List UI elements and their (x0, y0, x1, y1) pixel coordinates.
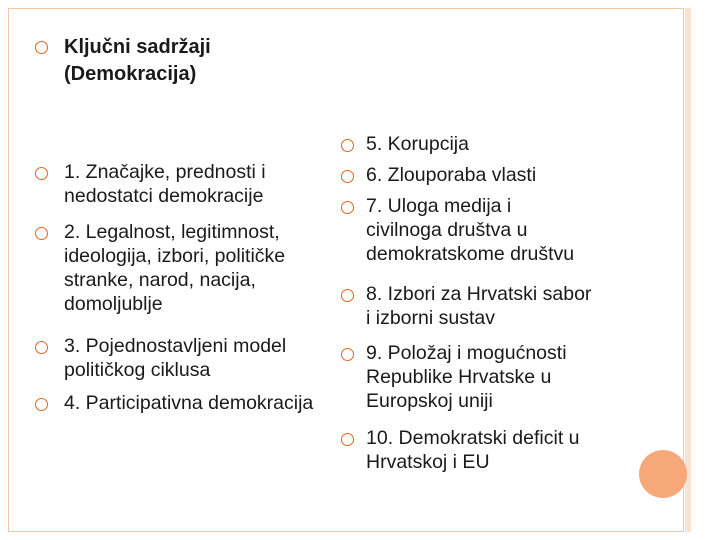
title-bullet-icon (35, 41, 48, 54)
item-line: civilnoga društva u (366, 219, 528, 241)
decorative-side-bar (685, 8, 691, 532)
bullet-icon (35, 398, 48, 411)
item-line: 9. Položaj i mogućnosti (366, 342, 567, 364)
right-list-item-8 (366, 282, 591, 330)
item-line: 7. Uloga medija i (366, 195, 512, 217)
item-line: 8. Izbori za Hrvatski sabor (366, 283, 592, 305)
left-list-item-2 (64, 220, 285, 316)
item-line: 3. Pojednostavljeni model (64, 335, 287, 357)
item-line: 4. Participativna demokracija (64, 392, 314, 414)
left-list-item-4 (64, 391, 313, 415)
bullet-icon (35, 167, 48, 180)
item-line: političkog ciklusa (64, 359, 211, 381)
bullet-icon (341, 348, 354, 361)
bullet-icon (35, 341, 48, 354)
item-line: 10. Demokratski deficit u (366, 427, 580, 449)
item-line: domoljublje (64, 293, 163, 315)
item-line: 6. Zlouporaba vlasti (366, 164, 537, 186)
right-list-item-5 (366, 132, 469, 156)
bullet-icon (341, 139, 354, 152)
item-line: i izborni sustav (366, 307, 495, 329)
item-line: demokratskome društvu (366, 243, 575, 265)
item-line: Europskoj uniji (366, 390, 493, 412)
title-line: Ključni sadržaji (64, 36, 211, 58)
left-list-item-1 (64, 160, 266, 208)
right-list-item-7 (366, 194, 574, 266)
bullet-icon (341, 289, 354, 302)
item-line: Republike Hrvatske u (366, 366, 552, 388)
item-line: 5. Korupcija (366, 133, 469, 155)
right-list-item-9 (366, 341, 567, 413)
item-line: ideologija, izbori, političke (64, 245, 286, 267)
item-line: 2. Legalnost, legitimnost, (64, 221, 280, 243)
item-line: Hrvatskoj i EU (366, 451, 490, 473)
bullet-icon (341, 433, 354, 446)
bullet-icon (341, 201, 354, 214)
right-list-item-6 (366, 163, 536, 187)
title-line: (Demokracija) (64, 63, 197, 85)
item-line: stranke, narod, nacija, (64, 269, 256, 291)
decorative-accent-dot (639, 450, 687, 498)
item-line: nedostatci demokracije (64, 185, 264, 207)
right-list-item-10 (366, 426, 580, 474)
bullet-icon (35, 227, 48, 240)
bullet-icon (341, 170, 354, 183)
item-line: 1. Značajke, prednosti i (64, 161, 266, 183)
slide-title (64, 34, 211, 88)
left-list-item-3 (64, 334, 286, 382)
